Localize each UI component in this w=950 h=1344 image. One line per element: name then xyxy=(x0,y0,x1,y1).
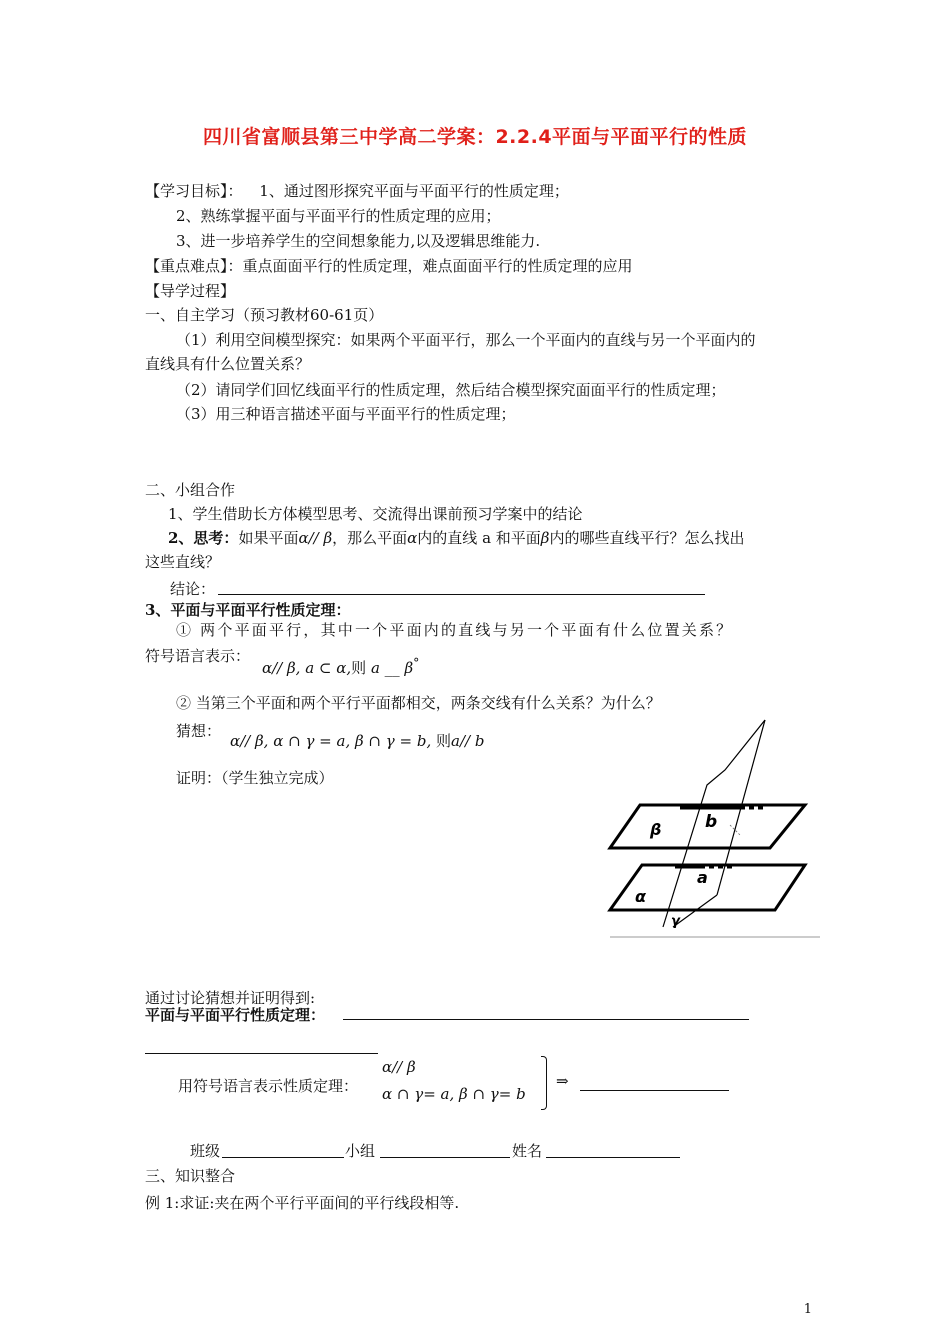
theorem-blank-continued[interactable] xyxy=(145,1053,378,1054)
section2-heading: 二、小组合作 xyxy=(145,481,236,499)
group-item-2 xyxy=(168,527,744,548)
symbol-line-1: α// β xyxy=(382,1058,416,1076)
think-text-b: ，那么平面 xyxy=(332,529,408,547)
label-alpha: α xyxy=(635,887,646,906)
think-math-2: α xyxy=(407,529,418,547)
symbol-expression xyxy=(262,655,419,678)
theorem-blank[interactable] xyxy=(343,1019,749,1020)
key-points-label: 【重点难点】： xyxy=(145,257,243,275)
group-label: 小组 xyxy=(345,1142,376,1160)
guess-expr: α// β, α ∩ γ = a, β ∩ γ = b, xyxy=(230,732,432,750)
proof-note: 证明：（学生独立完成） xyxy=(176,769,334,787)
label-gamma: γ xyxy=(671,914,680,929)
guess-label: 猜想： xyxy=(176,722,222,740)
question-2: （2）请同学们回忆线面平行的性质定理，然后结合模型探究面面平行的性质定理； xyxy=(176,381,726,399)
section3-question-1: ① 两个平面平行，其中一个平面内的直线与另一个平面有什么位置关系？ xyxy=(176,621,734,639)
page-title: 四川省富顺县第三中学高二学案：2.2.4平面与平面平行的性质 xyxy=(202,126,748,148)
implies-symbol: ⇒ xyxy=(556,1072,569,1090)
conclusion-blank[interactable] xyxy=(218,594,705,595)
symbol-expr: α// β, a ⊂ α, xyxy=(262,659,352,677)
group-item-1: 1、学生借助长方体模型思考、交流得出课前预习学案中的结论 xyxy=(168,505,583,523)
group-item-2-line2: 这些直线？ xyxy=(145,553,221,571)
think-text-a: 如果平面 xyxy=(238,529,299,547)
key-points xyxy=(145,255,633,276)
theorem-label: 平面与平面平行性质定理： xyxy=(145,1006,326,1024)
objective-item: 2、熟练掌握平面与平面平行的性质定理的应用； xyxy=(176,207,501,225)
example-1: 例 1:求证:夹在两个平行平面间的平行线段相等. xyxy=(145,1194,460,1212)
think-text-c: 内的直线 a 和平面 xyxy=(417,529,541,547)
class-label: 班级 xyxy=(190,1142,221,1160)
parallel-planes-figure xyxy=(605,715,825,945)
think-text-d: 内的哪些直线平行？怎么找出 xyxy=(549,529,745,547)
page-number: 1 xyxy=(803,1302,812,1317)
guess-expression xyxy=(230,730,484,751)
section1-heading: 一、自主学习（预习教材60-61页） xyxy=(145,306,384,324)
right-brace xyxy=(541,1056,547,1110)
symbol-conclusion-blank[interactable] xyxy=(580,1090,729,1091)
group-blank[interactable] xyxy=(380,1157,510,1158)
name-label: 姓名 xyxy=(512,1142,543,1160)
conclusion-label: 结论： xyxy=(170,580,216,598)
label-a: a xyxy=(697,868,708,887)
symbol-end: ° xyxy=(413,655,420,670)
symbol-theorem-label: 用符号语言表示性质定理： xyxy=(178,1077,359,1095)
class-blank[interactable] xyxy=(222,1157,344,1158)
section3-heading: 3、平面与平面平行性质定理： xyxy=(145,601,351,619)
think-math-1: α// β xyxy=(298,529,333,547)
question-1-line2: 直线具有什么位置关系？ xyxy=(145,355,311,373)
label-b: b xyxy=(705,812,718,832)
symbol-tail: a __ β xyxy=(370,659,414,677)
question-3: （3）用三种语言描述平面与平面平行的性质定理； xyxy=(176,405,516,423)
think-label: 2、思考： xyxy=(168,529,239,547)
summary-intro: 通过讨论猜想并证明得到: xyxy=(145,989,316,1007)
label-beta: β xyxy=(650,820,662,839)
objectives-block xyxy=(145,180,569,201)
guide-label: 【导学过程】 xyxy=(145,282,236,300)
name-blank[interactable] xyxy=(546,1157,680,1158)
guess-then: 则 xyxy=(436,732,452,750)
guess-tail: a// b xyxy=(451,732,485,750)
objectives-label: 【学习目标】： xyxy=(145,182,243,200)
objective-item: 3、进一步培养学生的空间想象能力,以及逻辑思维能力. xyxy=(176,232,541,250)
section3-question-2: ② 当第三个平面和两个平行平面都相交，两条交线有什么关系？为什么？ xyxy=(176,694,661,712)
section4-heading: 三、知识整合 xyxy=(145,1167,236,1185)
objective-item: 1、通过图形探究平面与平面平行的性质定理； xyxy=(259,182,569,200)
key-points-text: 重点面面平行的性质定理，难点面面平行的性质定理的应用 xyxy=(242,257,633,275)
symbol-then: 则 xyxy=(351,659,367,677)
symbol-line-2: α ∩ γ= a, β ∩ γ= b xyxy=(382,1085,526,1103)
symbol-label: 符号语言表示： xyxy=(145,647,251,665)
think-math-3: β xyxy=(540,529,550,547)
question-1-line1: （1）利用空间模型探究：如果两个平面平行，那么一个平面内的直线与另一个平面内的 xyxy=(176,331,756,349)
